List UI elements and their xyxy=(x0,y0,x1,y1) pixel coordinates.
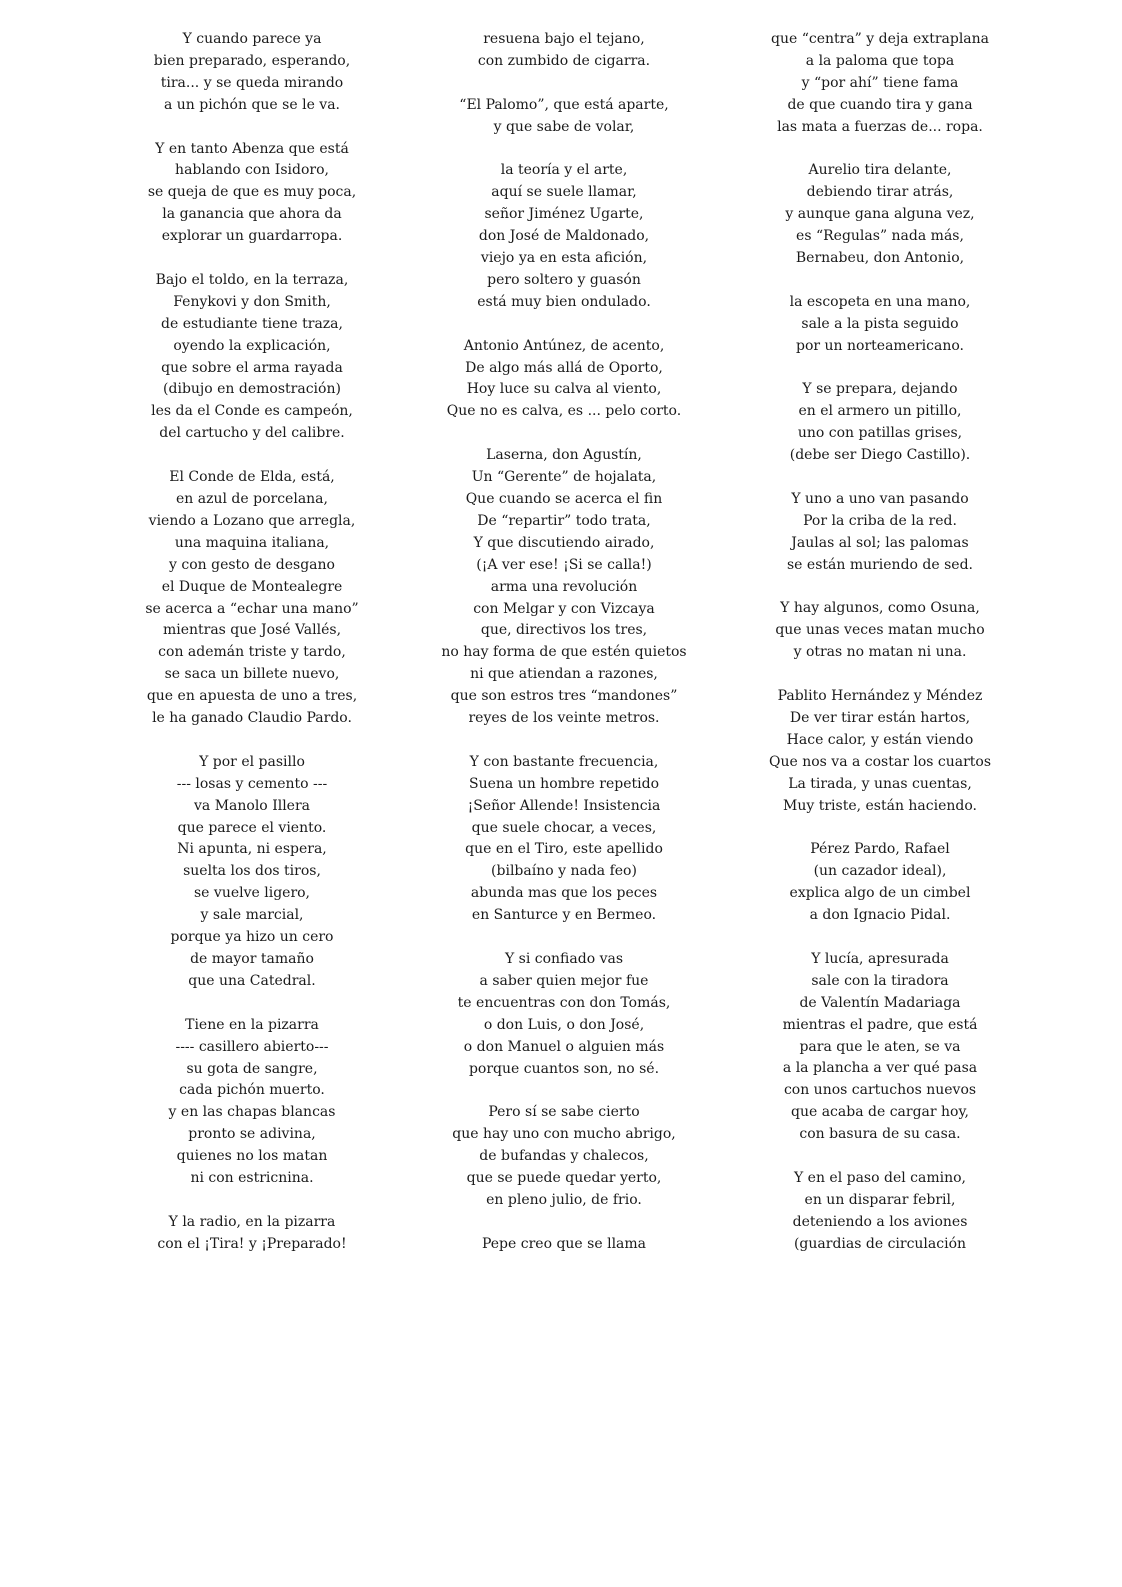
poem-stanza xyxy=(414,1234,714,1256)
poem-line: viejo ya en esta afición, xyxy=(480,250,648,267)
poem-line: Antonio Antúnez, de acento, xyxy=(463,337,665,354)
poem-line: don José de Maldonado, xyxy=(478,228,650,245)
poem-stanza xyxy=(102,270,402,445)
poem-stanza xyxy=(730,949,1030,1146)
poem-stanza xyxy=(102,467,402,730)
poem-line: su gota de sangre, xyxy=(186,1060,318,1077)
poem-line: con el ¡Tira! y ¡Preparado! xyxy=(157,1235,347,1252)
poem-line: Y por el pasillo xyxy=(199,753,305,770)
poem-line: (¡A ver ese! ¡Si se calla!) xyxy=(476,556,652,573)
poem-line: se acerca a “echar una mano” xyxy=(145,600,359,617)
poem-stanza xyxy=(102,1015,402,1190)
poem-line: Y lucía, apresurada xyxy=(811,950,949,967)
poem-line: Pérez Pardo, Rafael xyxy=(810,841,950,858)
poem-line: uno con patillas grises, xyxy=(797,425,963,442)
poem-line: con Melgar y con Vizcaya xyxy=(473,600,655,617)
poem-line: le ha ganado Claudio Pardo. xyxy=(152,710,352,727)
poem-stanza xyxy=(102,752,402,993)
poem-line: Y se prepara, dejando xyxy=(802,381,958,398)
poem-line: sale a la pista seguido xyxy=(801,315,959,332)
poem-stanza xyxy=(730,598,1030,664)
poem-line: Y si confiado vas xyxy=(504,950,624,967)
poem-line: en el armero un pitillo, xyxy=(798,403,962,420)
poem-line: Y la radio, en la pizarra xyxy=(168,1213,336,1230)
poem-line: El Conde de Elda, está, xyxy=(169,469,335,486)
poem-line: que una Catedral. xyxy=(188,972,316,989)
poem-line: que en el Tiro, este apellido xyxy=(465,841,663,858)
poem-line: viendo a Lozano que arregla, xyxy=(148,512,356,529)
poem-line: ¡Señor Allende! Insistencia xyxy=(467,797,661,814)
poem-line: porque cuantos son, no sé. xyxy=(468,1060,660,1077)
poem-line: De ver tirar están hartos, xyxy=(789,710,971,726)
poem-line: ni que atiendan a razones, xyxy=(470,666,658,683)
poem-line: es “Regulas” nada más, xyxy=(796,228,964,245)
poem-line: De “repartir” todo trata, xyxy=(477,512,651,529)
poem-stanza xyxy=(730,686,1030,817)
poem-column-1 xyxy=(102,29,402,1278)
poem-line: se saca un billete nuevo, xyxy=(164,666,340,683)
poem-line: que “centra” y deja extraplana xyxy=(770,31,990,47)
poem-line: Pero sí se sabe cierto xyxy=(488,1104,640,1121)
poem-line: deteniendo a los aviones xyxy=(792,1213,968,1230)
poem-line: Pepe creo que se llama xyxy=(481,1235,647,1252)
poem-line: hablando con Isidoro, xyxy=(175,162,329,179)
poem-stanza xyxy=(414,160,714,313)
poem-line: De algo más allá de Oporto, xyxy=(465,359,663,376)
poem-stanza xyxy=(414,445,714,730)
poem-line: mientras que José Vallés, xyxy=(162,622,342,639)
poem-line: de bufandas y chalecos, xyxy=(479,1148,649,1165)
poem-line: pronto se adivina, xyxy=(188,1126,316,1143)
poem-stanza xyxy=(414,336,714,424)
poem-line: en pleno julio, de frio. xyxy=(486,1191,642,1208)
poem-stanza xyxy=(414,949,714,1080)
poem-line: por un norteamericano. xyxy=(796,337,964,354)
poem-line: La tirada, y unas cuentas, xyxy=(788,775,972,792)
poem-stanza xyxy=(730,379,1030,467)
poem-line: de estudiante tiene traza, xyxy=(161,315,343,332)
poem-column-2 xyxy=(414,29,714,1278)
poem-stanza xyxy=(730,1168,1030,1256)
poem-line: Pablito Hernández y Méndez xyxy=(777,688,983,705)
poem-line: que parece el viento. xyxy=(177,819,327,836)
poem-line: de Valentín Madariaga xyxy=(799,994,961,1011)
poem-line: con unos cartuchos nuevos xyxy=(783,1082,977,1099)
poem-line: la escopeta en una mano, xyxy=(789,293,971,310)
poem-line: Y uno a uno van pasando xyxy=(791,490,969,507)
poem-line: que sobre el arma rayada xyxy=(161,359,343,376)
poem-line: de que cuando tira y gana xyxy=(787,96,973,113)
poem-line: (bilbaíno y nada feo) xyxy=(491,863,637,880)
poem-line: una maquina italiana, xyxy=(174,534,330,551)
poem-line: Fenykovi y don Smith, xyxy=(173,293,331,310)
poem-line: y sale marcial, xyxy=(200,907,304,924)
poem-line: está muy bien ondulado. xyxy=(477,293,651,310)
poem-line: Suena un hombre repetido xyxy=(468,775,660,792)
poem-line: Laserna, don Agustín, xyxy=(486,447,642,464)
poem-line: Aurelio tira delante, xyxy=(808,162,952,179)
poem-line: a la paloma que topa xyxy=(805,52,955,69)
poem-line: y “por ahí” tiene fama xyxy=(801,74,959,91)
poem-line: te encuentras con don Tomás, xyxy=(457,994,671,1011)
poem-line: con ademán triste y tardo, xyxy=(158,644,346,661)
poem-line: bien preparado, esperando, xyxy=(153,52,351,69)
poem-line: Hoy luce su calva al viento, xyxy=(466,381,662,398)
poem-line: la teoría y el arte, xyxy=(500,162,628,179)
poem-line: porque ya hizo un cero xyxy=(170,929,334,946)
poem-line: oyendo la explicación, xyxy=(173,337,331,354)
poem-line: se vuelve ligero, xyxy=(193,885,311,902)
poem-line: que hay uno con mucho abrigo, xyxy=(452,1126,676,1143)
poem-line: les da el Conde es campeón, xyxy=(151,403,353,420)
poem-line: resuena bajo el tejano, xyxy=(483,31,645,47)
poem-line: en un disparar febril, xyxy=(804,1191,956,1208)
poem-line: suelta los dos tiros, xyxy=(183,863,321,880)
poem-line: abunda mas que los peces xyxy=(470,885,658,902)
poem-line: a la plancha a ver qué pasa xyxy=(782,1060,978,1077)
poem-line: del cartucho y del calibre. xyxy=(159,425,345,442)
poem-line: explorar un guardarropa. xyxy=(161,228,343,245)
poem-line: sale con la tiradora xyxy=(811,972,949,989)
poem-line: Y hay algunos, como Osuna, xyxy=(780,600,980,617)
poem-line: Muy triste, están haciendo. xyxy=(783,797,977,814)
poem-line: señor Jiménez Ugarte, xyxy=(484,206,644,223)
poem-line: ---- casillero abierto--- xyxy=(175,1038,329,1055)
poem-line: cada pichón muerto. xyxy=(179,1082,325,1099)
poem-stanza xyxy=(730,839,1030,927)
poem-line: y que sabe de volar, xyxy=(493,118,635,135)
poem-line: debiendo tirar atrás, xyxy=(806,184,954,201)
poem-line: Tiene en la pizarra xyxy=(185,1016,319,1033)
poem-line: pero soltero y guasón xyxy=(487,271,641,288)
poem-stanza xyxy=(730,29,1030,139)
poem-line: en azul de porcelana, xyxy=(176,490,328,507)
poem-stanza xyxy=(414,29,714,73)
poem-line: Jaulas al sol; las palomas xyxy=(791,534,969,551)
poem-line: Ni apunta, ni espera, xyxy=(177,841,327,858)
poem-line: “El Palomo”, que está aparte, xyxy=(459,96,669,113)
poem-line: (un cazador ideal), xyxy=(813,863,947,880)
poem-line: se queja de que es muy poca, xyxy=(147,184,357,201)
poem-stanza xyxy=(730,160,1030,270)
poem-line: aquí se suele llamar, xyxy=(491,184,637,201)
poem-line: y con gesto de desgano xyxy=(169,556,335,573)
poem-line: --- losas y cemento --- xyxy=(176,775,328,792)
poem-line: las mata a fuerzas de... ropa. xyxy=(777,118,983,135)
poem-stanza xyxy=(730,489,1030,577)
poem-line: para que le aten, se va xyxy=(799,1038,961,1055)
poem-stanza xyxy=(414,95,714,139)
poem-line: que en apuesta de uno a tres, xyxy=(146,688,358,705)
poem-line: va Manolo Illera xyxy=(194,797,310,814)
poem-line: con basura de su casa. xyxy=(799,1126,961,1143)
poem-line: reyes de los veinte metros. xyxy=(468,710,660,727)
poem-line: Y en tanto Abenza que está xyxy=(155,140,349,157)
poem-line: Y en el paso del camino, xyxy=(793,1169,967,1186)
poem-line: quienes no los matan xyxy=(176,1148,328,1165)
poem-line: Que cuando se acerca el fin xyxy=(465,490,663,507)
poem-line: se están muriendo de sed. xyxy=(786,556,973,573)
poem-line: que suele chocar, a veces, xyxy=(471,819,657,836)
poem-line: con zumbido de cigarra. xyxy=(477,52,651,69)
poem-line: (debe ser Diego Castillo). xyxy=(789,447,971,464)
poem-line: Que no es calva, es ... pelo corto. xyxy=(446,403,682,420)
poem-line: que unas veces matan mucho xyxy=(775,622,985,639)
poem-line: explica algo de un cimbel xyxy=(789,885,971,902)
poem-line: que, directivos los tres, xyxy=(480,622,648,639)
poem-stanza xyxy=(102,1212,402,1256)
poem-line: que acaba de cargar hoy, xyxy=(791,1104,969,1121)
poem-line: ni con estricnina. xyxy=(190,1170,314,1187)
poem-stanza xyxy=(102,29,402,117)
poem-line: el Duque de Montealegre xyxy=(161,578,343,595)
poem-line: la ganancia que ahora da xyxy=(162,206,342,223)
poem-line: Y cuando parece ya xyxy=(182,31,322,47)
poem-line: arma una revolución xyxy=(490,578,638,595)
poem-line: de mayor tamaño xyxy=(190,951,314,967)
poem-line: (guardias de circulación xyxy=(793,1235,967,1252)
poem-line: y otras no matan ni una. xyxy=(793,644,967,661)
poem-line: no hay forma de que estén quietos xyxy=(441,644,687,661)
poem-line: que se puede quedar yerto, xyxy=(466,1170,662,1187)
poem-line: tira... y se queda mirando xyxy=(160,74,344,91)
poem-stanza xyxy=(414,752,714,927)
poem-line: o don Luis, o don José, xyxy=(483,1016,645,1033)
poem-line: que son estros tres “mandones” xyxy=(450,688,678,705)
poem-line: y aunque gana alguna vez, xyxy=(785,206,975,223)
poem-stanza xyxy=(730,292,1030,358)
poem-stanza xyxy=(414,1102,714,1212)
poem-line: Un “Gerente” de hojalata, xyxy=(471,469,657,486)
poem-line: Hace calor, y están viendo xyxy=(786,731,974,748)
poem-line: o don Manuel o alguien más xyxy=(463,1038,665,1055)
poem-line: a un pichón que se le va. xyxy=(163,96,341,113)
poem-column-3 xyxy=(730,29,1030,1278)
poem-line: en Santurce y en Bermeo. xyxy=(471,907,657,924)
poem-line: (dibujo en demostración) xyxy=(163,381,341,398)
poem-line: Y con bastante frecuencia, xyxy=(469,753,659,770)
poem-line: Bajo el toldo, en la terraza, xyxy=(155,271,349,288)
poem-line: Por la criba de la red. xyxy=(803,512,957,529)
poem-line: a don Ignacio Pidal. xyxy=(809,907,951,924)
poem-line: y en las chapas blancas xyxy=(168,1104,336,1121)
poem-line: a saber quien mejor fue xyxy=(479,972,649,989)
poem-line: mientras el padre, que está xyxy=(782,1016,978,1033)
poem-stanza xyxy=(102,139,402,249)
poem-line: Y que discutiendo airado, xyxy=(473,534,655,551)
poem-line: Que nos va a costar los cuartos xyxy=(768,753,992,770)
poem-line: Bernabeu, don Antonio, xyxy=(795,250,965,267)
